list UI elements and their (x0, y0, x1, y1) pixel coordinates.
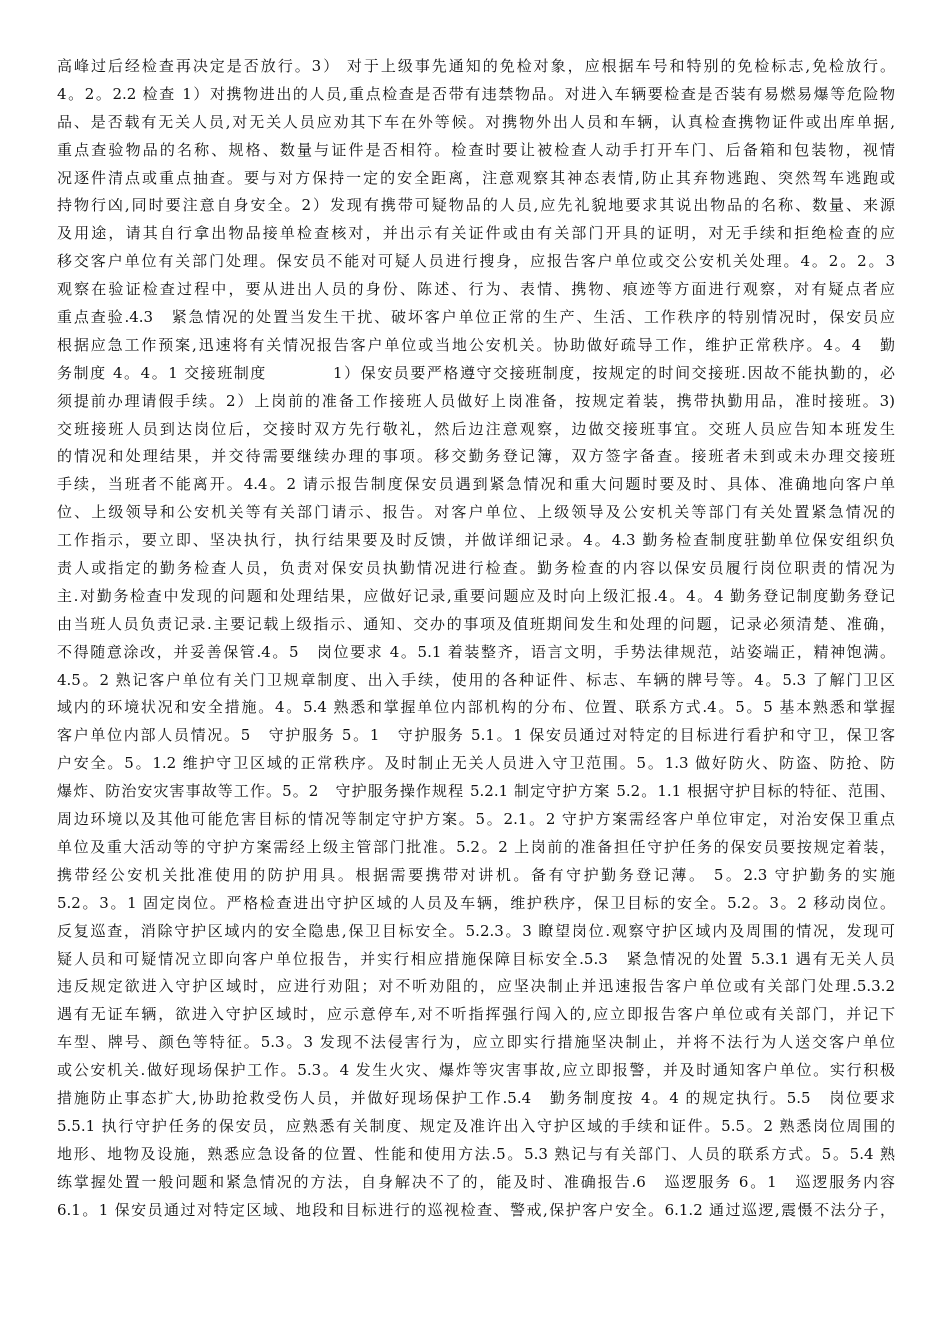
text-line: 高峰过后经检查再决定是否放行。3） 对于上级事先通知的免检对象，应根据车号和特别的免检标志,免检放行。 (57, 57, 895, 75)
text-line: 4.5。2 熟记客户单位有关门卫规章制度、出入手续，使用的各种证件、标志、车辆的牌号等。4。5.3 了解门卫区 (57, 670, 895, 689)
text-line: 反复巡查，消除守护区域内的安全隐患,保卫目标安全。5.2.3。3 瞭望岗位.观察守护区域内及周围的情况，发现可 (57, 921, 895, 940)
text-line: 周边环境以及其他可能危害目标的情况等制定守护方案。5。2.1。2 守护方案需经客户单位审定，对治安保卫重点 (57, 810, 895, 829)
text-line: 根据应急工作预案,迅速将有关情况报告客户单位或当地公安机关。协助做好疏导工作，维护正常秩序。4。4 勤 (57, 335, 895, 354)
text-line: 措施防止事态扩大,协助抢救受伤人员，并做好现场保护工作.5.4 勤务制度按 4。4 的规定执行。5.5 岗位要求 (57, 1088, 895, 1107)
text-line: 品、是否载有无关人员,对无关人员应劝其下车在外等候。对携物外出人员和车辆，认真检查携物证件或出库单据, (57, 112, 895, 131)
text-line: 户安全。5。1.2 维护守卫区域的正常秩序。及时制止无关人员进入守卫范围。5。1.3 做好防火、防盗、防抢、防 (57, 754, 895, 773)
text-line: 位、上级领导和公安机关等有关部门请示、报告。对客户单位、上级领导及公安机关等部门有关处置紧急情况的 (57, 503, 895, 522)
text-line: 单位及重大活动等的守护方案需经上级主管部门批准。5.2。2 上岗前的准备担任守护任务的保安员要按规定着装， (57, 837, 895, 856)
text-line: 由当班人员负责记录.主要记载上级指示、通知、交办的事项及值班期间发生和处理的问题，记录必须清楚、准确， (57, 614, 895, 633)
document-page (57, 53, 895, 1224)
text-line: 主.对勤务检查中发现的问题和处理结果，应做好记录,重要问题应及时向上级汇报.4。4。4 勤务登记制度勤务登记 (57, 586, 895, 605)
text-line: 车型、牌号、颜色等特征。5.3。3 发现不法侵害行为，应立即实行措施坚决制止，并将不法行为人送交客户单位 (57, 1033, 895, 1052)
text-line: 地形、地物及设施，熟悉应急设备的位置、性能和使用方法.5。5.3 熟记与有关部门、人员的联系方式。5。5.4 熟 (57, 1144, 895, 1163)
text-line: 5.2。3。1 固定岗位。严格检查进出守护区域的人员及车辆，维护秩序，保卫目标的安全。5.2。3。2 移动岗位。 (57, 893, 895, 912)
text-line: 4。2。2.2 检查 1）对携物进出的人员,重点检查是否带有违禁物品。对进入车辆要检查是否装有易燃易爆等危险物 (57, 84, 895, 103)
text-line: 须提前办理请假手续。2）上岗前的准备工作接班人员做好上岗准备，按规定着装，携带执勤用品，准时接班。3) (57, 391, 895, 410)
text-line: 5.5.1 执行守护任务的保安员，应熟悉有关制度、规定及准许出入守护区域的手续和证件。5.5。2 熟悉岗位周围的 (57, 1116, 895, 1135)
text-line: 违反规定欲进入守护区域时，应进行劝阻；对不听劝阻的，应坚决制止并迅速报告客户单位或有关部门处理.5.3.2 (57, 977, 895, 996)
text-line: 持物行凶,同时要注意自身安全。2）发现有携带可疑物品的人员,应先礼貌地要求其说出物品的名称、数量、来源 (57, 196, 895, 215)
text-line: 务制度 4。4。1 交接班制度 1）保安员要严格遵守交接班制度，按规定的时间交接班.因故不能执勤的，必 (57, 363, 895, 382)
text-line: 的情况和处理结果，并交待需要继续办理的事项。移交勤务登记簿，双方签字备查。接班者未到或未办理交接班 (57, 447, 895, 466)
text-line: 练掌握处置一般问题和紧急情况的方法，自身解决不了的，能及时、准确报告.6 巡逻服务 6。1 巡逻服务内容 (57, 1172, 895, 1191)
text-line: 疑人员和可疑情况立即向客户单位报告，并实行相应措施保障目标安全.5.3 紧急情况的处置 5.3.1 遇有无关人员 (57, 949, 895, 968)
text-line: 观察在验证检查过程中，要从进出人员的身份、陈述、行为、表情、携物、痕迹等方面进行观察，对有疑点者应 (57, 280, 895, 299)
text-line: 重点查验.4.3 紧急情况的处置当发生干扰、破坏客户单位正常的生产、生活、工作秩序的特别情况时，保安员应 (57, 308, 895, 327)
text-line: 工作指示，要立即、坚决执行，执行结果要及时反馈，并做详细记录。4。4.3 勤务检查制度驻勤单位保安组织负 (57, 531, 895, 550)
text-line: 不得随意涂改，并妥善保管.4。5 岗位要求 4。5.1 着装整齐，语言文明，手势法律规范，站姿端正，精神饱满。 (57, 642, 895, 661)
text-line: 爆炸、防治安灾害事故等工作。5。2 守护服务操作规程 5.2.1 制定守护方案 5.2。1.1 根据守护目标的特征、范围、 (57, 782, 895, 801)
text-line: 况逐件清点或重点抽查。要与对方保持一定的安全距离，注意观察其神态表情,防止其弃物逃跑、突然驾车逃跑或 (57, 168, 895, 187)
text-line: 移交客户单位有关部门处理。保安员不能对可疑人员进行搜身，应报告客户单位或交公安机关处理。4。2。2。3 (57, 252, 895, 271)
text-line: 6.1。1 保安员通过对特定区域、地段和目标进行的巡视检查、警戒,保护客户安全。6.1.2 通过巡逻,震慑不法分子， (57, 1200, 895, 1219)
text-line: 遇有无证车辆，欲进入守护区域时，应示意停车,对不听指挥强行闯入的,应立即报告客户单位或有关部门，并记下 (57, 1005, 895, 1024)
text-line: 交班接班人员到达岗位后，交接时双方先行敬礼，然后边注意观察，边做交接班事宜。交班人员应告知本班发生 (57, 419, 895, 438)
text-line: 责人或指定的勤务检查人员，负责对保安员执勤情况进行检查。勤务检查的内容以保安员履行岗位职责的情况为 (57, 559, 895, 578)
text-line: 手续，当班者不能离开。4.4。2 请示报告制度保安员遇到紧急情况和重大问题时要及时、具体、准确地向客户单 (57, 475, 895, 494)
text-line: 及用途，请其自行拿出物品接单检查核对，并出示有关证件或由有关部门开具的证明，对无手续和拒绝检查的应 (57, 224, 895, 243)
text-line: 域内的环境状况和安全措施。4。5.4 熟悉和掌握单位内部机构的分布、位置、联系方式.4。5。5 基本熟悉和掌握 (57, 698, 895, 717)
text-line: 或公安机关.做好现场保护工作。5.3。4 发生火灾、爆炸等灾害事故,应立即报警，并及时通知客户单位。实行积极 (57, 1061, 895, 1080)
text-line: 携带经公安机关批准使用的防护用具。根据需要携带对讲机。备有守护勤务登记薄。 5。2.3 守护勤务的实施 (57, 865, 895, 884)
text-line: 客户单位内部人员情况。5 守护服务 5。1 守护服务 5.1。1 保安员通过对特定的目标进行看护和守卫，保卫客 (57, 726, 895, 745)
text-line: 重点查验物品的名称、规格、数量与证件是否相符。检查时要让被检查人动手打开车门、后备箱和包装物，视情 (57, 140, 895, 159)
